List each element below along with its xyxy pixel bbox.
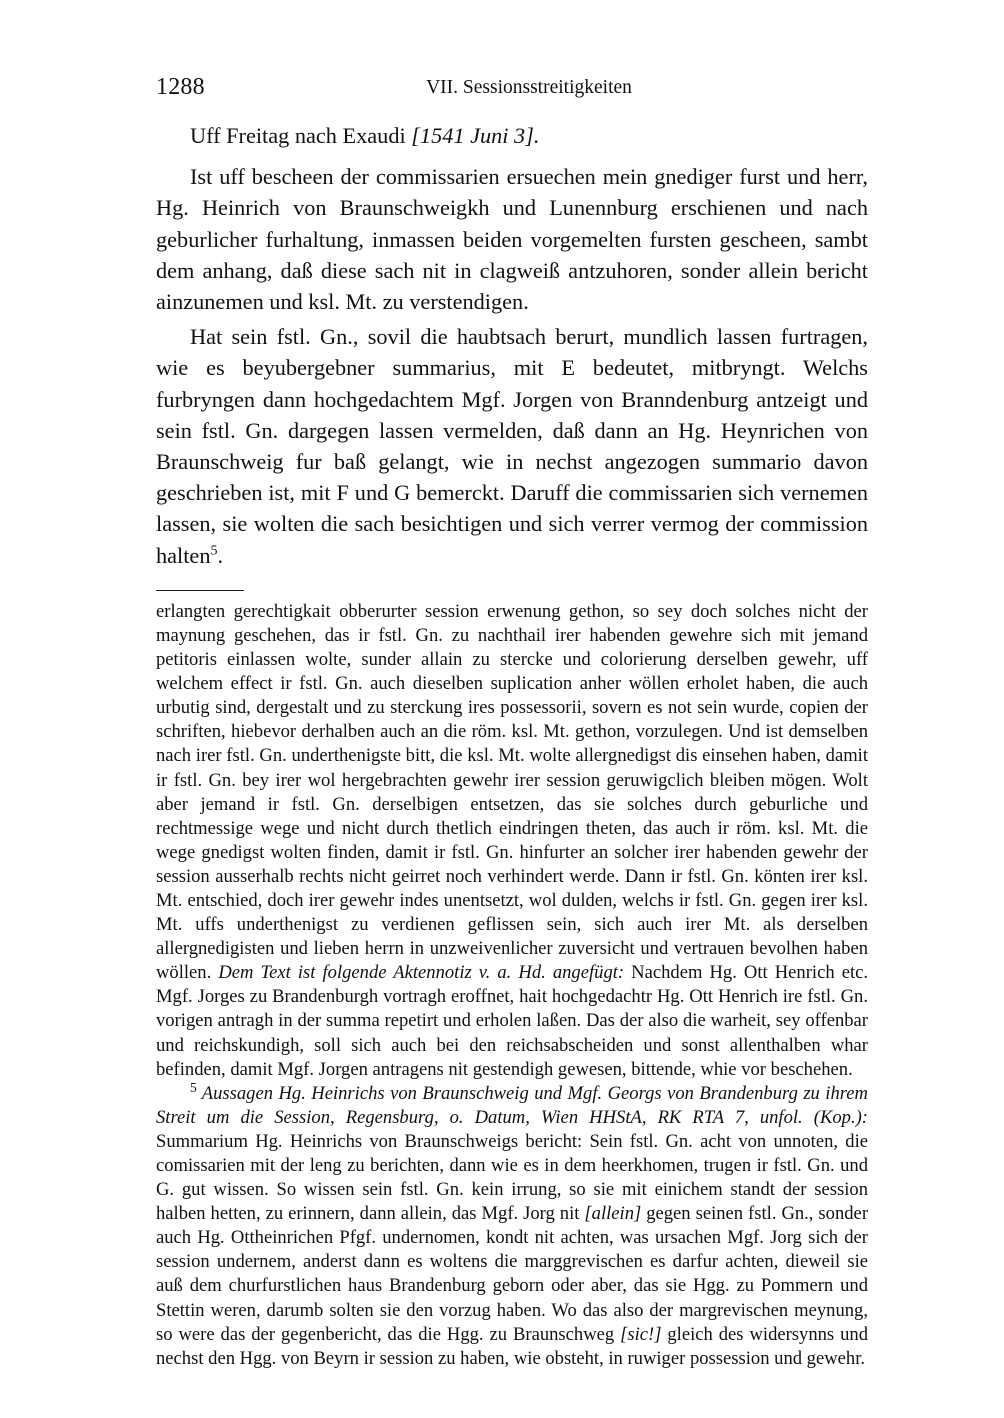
footnote-5-editorial-insert-sic: [sic!] [620,1323,662,1345]
page-number: 1288 [156,74,205,100]
footnote-5-number: 5 [190,1079,197,1095]
footnote-5-text-a: Summarium Hg. Heinrichs von Braunschweigs bericht: Sein fstl. Gn. acht von unnoten, die comissarien mit der leng zu berichten, dann wie es in dem heerkhomen, trugen ir fstl. Gn. und G. gut wissen. So wissen sein fstl. Gn. kein irrung, so sie mit einichem standt der session halben hetten, zu erinnern, dann allein, das Mgf. Jorg nit [156,1130,868,1225]
footnote-5-text-b: gegen seinen fstl. Gn., sonder auch Hg. Ottheinrichen Pfgf. undernomen, kondt nit achten, was ursachen Mgf. Jorg sich der session undernem, anderst dann es woltens die marggrevischen es darfur achten, dieweil sie auß dem churfurstlichen haus Brandenburg geborn oder aber, das sie Hgg. zu Pommern und Stettin weren, darumb solten sie den vorzug haben. Wo das also der margrevischen meynung, so were das der gegenbericht, das die Hgg. zu Braunschweg [156,1203,869,1345]
footnote-continued [156,600,868,1082]
page-content [156,72,868,1371]
body-paragraph-1: Ist uff bescheen der commissarien ersuechen mein gnediger furst und herr, Hg. Heinrich von Braunschweigkh und Lunennburg erschienen und nach geburlicher furhaltung, inmassen beiden vorgemelten fursten gescheen, sambt dem anhang, daß diese sach nit in clagweiß antzuhoren, sonder allein bericht ainzunemen und ksl. Mt. zu verstendigen. [156,164,868,315]
dateline-date: [1541 Juni 3]. [411,123,540,148]
body-paragraph-2 [156,321,868,571]
footnote-continued-part2: Nachdem Hg. Ott Henrich etc. Mgf. Jorges zu Brandenburgh vortragh eroffnet, hait hochgedachtr Hg. Ott Henrich ire fstl. Gn. vorigen antragh in der summa repetirt und erholen laßen. Das der also die warheit, sey offenbar und reichskundigh, soll sich auch bei den reichsabscheiden und sonst allenthalben whar befinden, damit Mgf. Jorgen antragens nit gestendigh gewesen, bittende, whie vor beschehen. [156,962,869,1080]
dateline-paragraph [156,120,868,151]
footnote-5 [156,1079,869,1371]
footnote-5-editorial-insert-allein: [allein] [584,1203,642,1225]
running-title: VII. Sessionsstreitigkeiten [426,77,632,98]
footnote-5-text-c: gleich des widersynns und nechst den Hgg. von Beyrn ir session zu haben, wie obsteht, in ruwiger possession und gewehr. [156,1323,868,1369]
footnote-reference-5[interactable]: 5 [210,543,218,559]
footnote-continued-part1: erlangten gerechtigkait obberurter session erwenung gethon, so sey doch solches nicht der maynung geschehen, das ir fstl. Gn. zu nachthail irer habenden gewehre sich mit jemand petitoris einlassen wolte, sunder allain zu stercke und colorierung derselben gewehr, uff welchem effect ir fstl. Gn. auch dieselben suplication anher wöllen erholet haben, die auch urbutig sind, dergestalt und zu sterckung ires possessorii, sovern es not sein wurde, copien der schriften, hiebevor derhalben auch an die röm. ksl. Mt. gethon, vorzulegen. Und ist demselben nach irer fstl. Gn. underthenigste bitt, die ksl. Mt. wolte allergnedigst dis einsehen haben, damit ir fstl. Gn. bey irer wol hergebrachten gewehr irer session geruwigclich bleiben mögen. Wolt aber jemand ir fstl. Gn. derselbigen entsetzen, das sie solches durch geburliche und rechtmessige wege und nicht durch thetlich eindringen theten, das auch ir röm. ksl. Mt. die wege gnedigst wolten finden, damit ir fstl. Gn. hinfurter an solcher irer habenden gewehr der session ausserhalb rechts nicht geirret noch verhindert werde. Dann ir fstl. Gn. könten irer ksl. Mt. entschied, doch irer gewehr indes unentsetzt, wol dulden, welchs ir fstl. Gn. gegen irer ksl. Mt. uffs underthenigst zu verdienen geflissen sein, sich auch irer Mt. als derselben allergnedigisten und lieben herrn in unzweivenlicher zuversicht und vertrauen bevolhen haben wöllen. [156,600,868,984]
body-paragraph-2-text: Hat sein fstl. Gn., sovil die haubtsach berurt, mundlich lassen furtragen, wie es beyubergebner summarius, mit E bedeutet, mitbryngt. Welchs furbryngen dann hochgedachtem Mgf. Jorgen von Branndenburg antzeigt und sein fstl. Gn. dargegen lassen vermelden, daß dann an Hg. Heynrichen von Braunschweig fur baß gelangt, wie in nechst angezogen summario davon geschrieben ist, mit F und G bemerckt. Daruff die commissarien sich vernemen lassen, sie wolten die sach besichtigen und sich verrer vermog der commission halten [156,324,868,568]
running-head [156,72,868,102]
dateline-lead: Uff Freitag nach Exaudi [190,123,412,148]
body-paragraph-2-period: . [217,542,224,568]
footnote-separator-rule [156,590,244,591]
footnote-editorial-note: Dem Text ist folgende Aktennotiz v. a. Hd. angefügt: [218,962,625,984]
footnote-5-source-title: Aussagen Hg. Heinrichs von Braunschweig und Mgf. Georgs von Brandenburg zu ihrem Streit um die Session, Regensburg, o. Datum, Wien HHStA, RK RTA 7, unfol. (Kop.): [156,1082,868,1128]
